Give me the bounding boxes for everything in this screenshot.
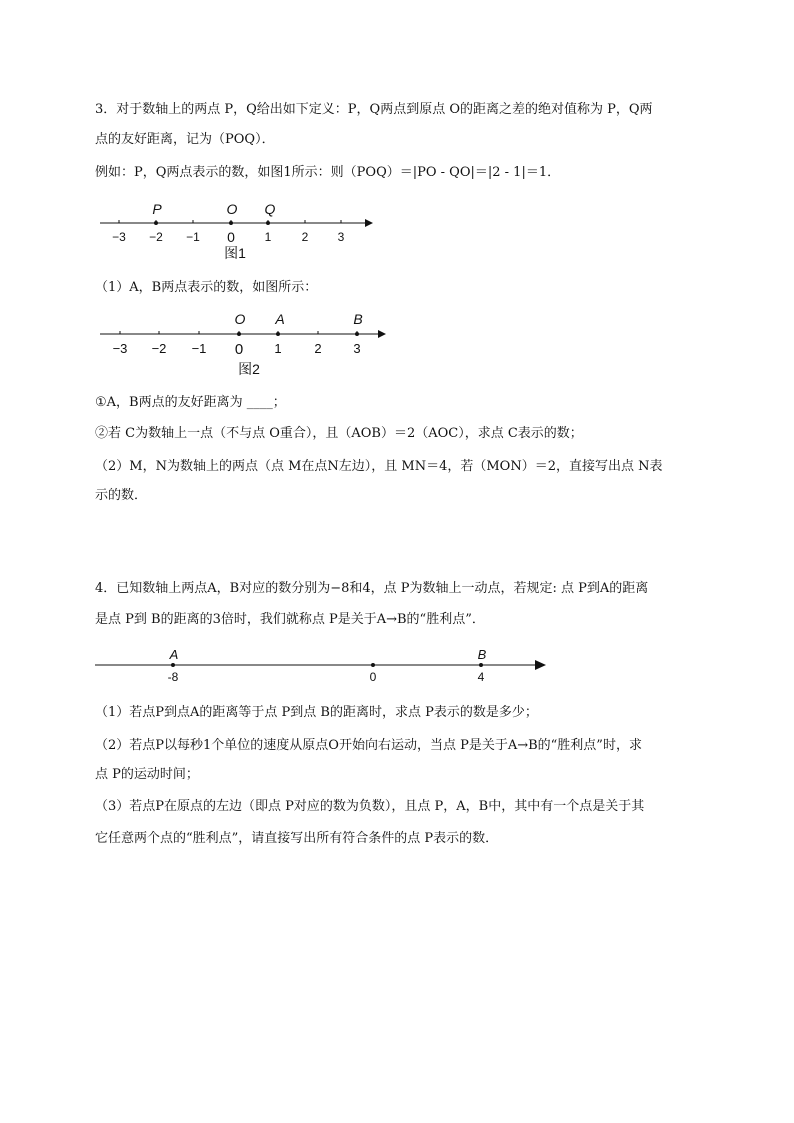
tick-1 [112,220,126,244]
axis-arrow [535,660,546,670]
q3-figure-2 [95,308,395,378]
q3-sub-question-1: ①A，B两点的友好距离为 ____； [95,395,286,410]
point-p [152,201,162,225]
point-q [265,201,276,225]
svg-text:0: 0 [227,229,235,245]
svg-text:1: 1 [264,230,272,244]
point-b [353,311,362,336]
svg-text:P: P [152,201,162,217]
q4-part3-line-2: 它任意两个点的“胜利点”，请直接写出所有符合条件的点 P表示的数． [95,831,499,846]
svg-text:−2: −2 [151,341,167,356]
svg-text:B: B [353,311,363,327]
q3-part2-line-2: 示的数． [95,488,148,503]
q3-line-2: 点的友好距离，记为（POQ）． [95,132,275,147]
svg-text:O: O [234,311,246,327]
tick-1 [113,331,128,356]
svg-text:A: A [275,311,285,327]
svg-text:−3: −3 [112,230,126,244]
number-line-fig2 [95,308,395,378]
q3-part2-line-1: （2）M，N为数轴上的两点（点 M在点N左边），且 MN＝4，若（MON）＝2，直接写出点 N表 [95,459,663,474]
svg-text:−1: −1 [191,341,207,356]
svg-text:Q: Q [264,201,276,217]
number-line-q4 [95,643,550,687]
figure-caption-2: 图2 [238,361,260,377]
tick-7 [338,220,345,244]
tick-6 [314,331,321,356]
tick-3 [186,220,200,244]
q4-part3-line-1: （3）若点P在原点的左边（即点 P对应的数为负数），且点 P，A，B中，其中有一个点是关于其 [95,799,645,814]
q3-part1-intro: （1）A，B两点表示的数，如图所示： [95,280,318,295]
svg-text:O: O [226,201,238,217]
svg-text:2: 2 [314,341,322,356]
svg-text:-8: -8 [167,670,179,684]
point-o [227,201,238,225]
axis-arrow [365,219,373,227]
point-o [235,311,246,336]
svg-text:−2: −2 [149,230,163,244]
q4-line-2: 是点 P到 B的距离的3倍时，我们就称点 P是关于A→B的“胜利点”． [95,612,485,627]
svg-text:1: 1 [274,341,282,356]
svg-text:4: 4 [477,670,485,684]
number-line-fig1 [95,197,385,261]
svg-text:2: 2 [301,230,309,244]
tick-6 [302,220,309,244]
svg-text:0: 0 [369,670,377,684]
svg-text:3: 3 [353,341,361,356]
svg-text:−1: −1 [186,230,200,244]
q3-sub-question-2: ②若 C为数轴上一点（不与点 O重合），且（AOB）＝2（AOC），求点 C表示的数； [95,426,583,441]
q4-part2-line-1: （2）若点P以每秒1个单位的速度从原点O开始向右运动，当点 P是关于A→B的“胜利点”时，求 [95,738,642,753]
svg-text:A: A [169,647,179,662]
figure-caption-1: 图1 [224,245,246,261]
tick-2 [152,331,167,356]
q4-part2-line-2: 点 P的运动时间； [95,767,199,782]
q4-line-1: 4．已知数轴上两点A，B对应的数分别为−8和4，点 P为数轴上一动点，若规定: 点 P到A的距离 [95,581,649,596]
point-a [274,311,284,336]
tick-3 [192,331,207,356]
axis-arrow [378,330,386,338]
q3-example-line: 例如：P，Q两点表示的数，如图1所示：则（POQ）＝|PO - QO|＝|2 - 1|＝1． [95,165,561,180]
svg-text:0: 0 [234,341,244,358]
svg-text:3: 3 [337,230,345,244]
q4-figure [95,643,550,687]
svg-text:B: B [477,647,487,662]
point-origin [370,663,377,684]
q3-line-1: 3．对于数轴上的两点 P，Q给出如下定义：P，Q两点到原点 O的距离之差的绝对值称为 P，Q两 [95,102,653,117]
svg-text:−3: −3 [112,341,128,356]
q3-figure-1 [95,197,385,261]
q4-part1: （1）若点P到点A的距离等于点 P到点 B的距离时，求点 P表示的数是多少； [95,705,538,720]
